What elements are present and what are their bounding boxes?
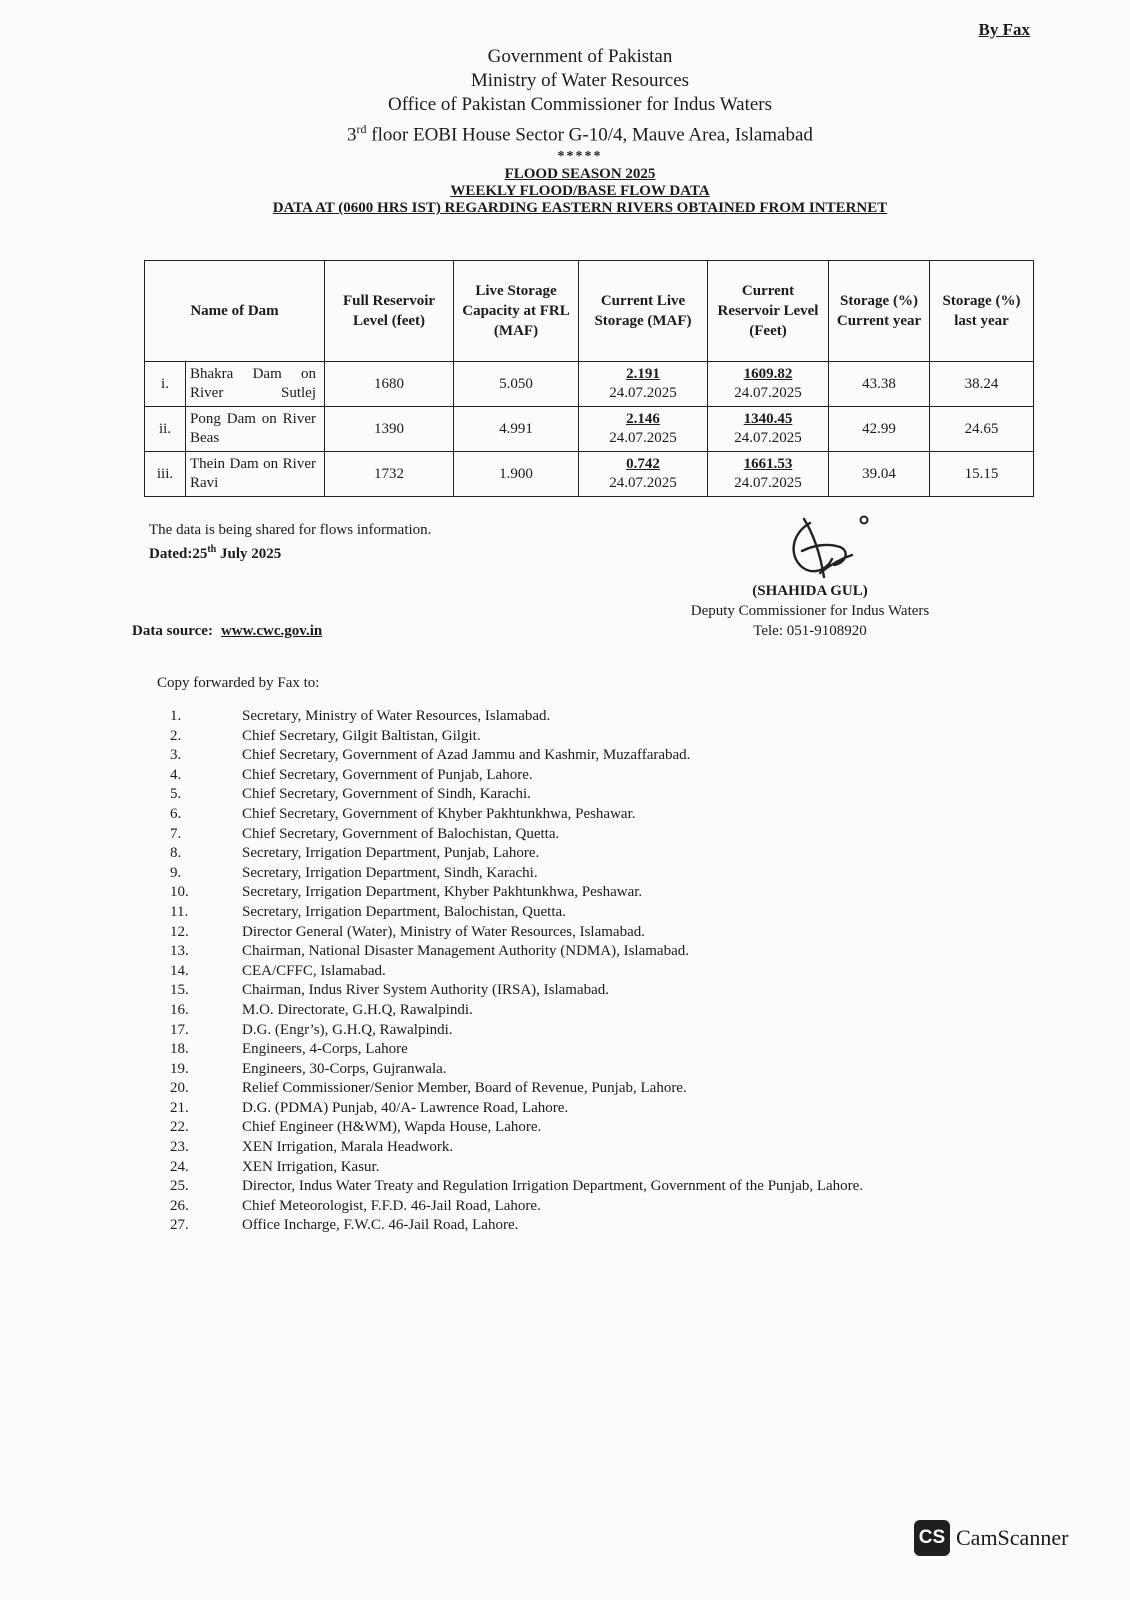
list-item-text: Office Incharge, F.W.C. 46-Jail Road, Lahore.: [242, 1217, 519, 1234]
list-item: [170, 1079, 863, 1099]
current-live-storage: [579, 362, 708, 407]
list-item: [170, 1099, 863, 1119]
list-item-number: 27.: [170, 1217, 189, 1234]
address-text: floor EOBI House Sector G-10/4, Mauve Area, Islamabad: [366, 124, 813, 146]
list-item-number: 10.: [170, 884, 189, 901]
list-item-number: 24.: [170, 1158, 189, 1175]
handwritten-signature: [780, 515, 890, 585]
reservoir-level-value: 1340.45: [743, 411, 793, 427]
list-item-number: 7.: [170, 825, 182, 842]
list-item-text: Chairman, National Disaster Management Authority (NDMA), Islamabad.: [242, 943, 689, 960]
title-flood-season: FLOOD SEASON 2025: [504, 166, 656, 182]
list-item: [170, 1197, 863, 1217]
note-text: The data is being shared for flows information.: [149, 522, 432, 538]
list-item-text: Chief Secretary, Government of Sindh, Karachi.: [242, 786, 531, 803]
by-fax-label: By Fax: [978, 20, 1030, 39]
list-item: [170, 903, 863, 923]
list-item-text: Engineers, 30-Corps, Gujranwala.: [242, 1060, 447, 1077]
letterhead-line-1: Government of Pakistan: [487, 46, 673, 67]
storage-current-year: 42.99: [829, 407, 930, 452]
storage-current-year: 43.38: [829, 362, 930, 407]
current-reservoir-level: [708, 362, 829, 407]
row-number: iii.: [145, 452, 186, 497]
dated-day-suffix: th: [207, 544, 217, 555]
dated-line: [149, 540, 431, 564]
live-storage-value: 2.191: [626, 366, 660, 382]
dam-name: Pong Dam on River Beas: [186, 407, 325, 452]
recipient-list: [170, 707, 863, 1236]
list-item-text: Secretary, Irrigation Department, Sindh, Karachi.: [242, 864, 538, 881]
header-storage-current-year: Storage (%) Current year: [829, 261, 930, 362]
header-current-reservoir-level: Current Reservoir Level (Feet): [708, 261, 829, 362]
list-item-number: 25.: [170, 1178, 189, 1195]
dam-name: Thein Dam on River Ravi: [186, 452, 325, 497]
letterhead-address: [0, 117, 1130, 147]
list-item: [170, 883, 863, 903]
list-item-number: 1.: [170, 708, 182, 724]
camscanner-watermark: [914, 1520, 1068, 1556]
current-live-storage: [579, 407, 708, 452]
list-item: [170, 1158, 863, 1178]
signatory-name: (SHAHIDA GUL): [752, 583, 868, 599]
list-item-number: 20.: [170, 1080, 189, 1097]
storage-capacity: 4.991: [454, 407, 579, 452]
list-item-text: CEA/CFFC, Islamabad.: [242, 962, 386, 979]
signatory-phone: Tele: 051-9108920: [753, 623, 867, 639]
reservoir-level-value: 1661.53: [743, 456, 793, 472]
dam-name: Bhakra Dam on River Sutlej: [186, 362, 325, 407]
storage-capacity: 5.050: [454, 362, 579, 407]
table-row: [145, 362, 1034, 407]
list-item-number: 12.: [170, 923, 189, 940]
list-item-number: 18.: [170, 1041, 189, 1058]
signatory-title: Deputy Commissioner for Indus Waters: [690, 603, 930, 619]
dam-storage-table: [144, 260, 1034, 497]
reservoir-level-date: 24.07.2025: [734, 430, 802, 446]
camscanner-logo-icon: CS: [914, 1520, 950, 1556]
list-item-text: Chief Secretary, Gilgit Baltistan, Gilgit.: [242, 727, 481, 744]
list-item-text: Secretary, Ministry of Water Resources, Islamabad.: [242, 708, 551, 724]
reservoir-level-date: 24.07.2025: [734, 385, 802, 401]
list-item-text: D.G. (Engr’s), G.H.Q, Rawalpindi.: [242, 1021, 453, 1038]
header-full-reservoir-level: Full Reservoir Level (feet): [325, 261, 454, 362]
live-storage-value: 2.146: [626, 411, 660, 427]
live-storage-date: 24.07.2025: [609, 430, 677, 446]
list-item: [170, 825, 863, 845]
list-item-number: 15.: [170, 982, 189, 999]
list-item-number: 4.: [170, 766, 182, 783]
list-item-number: 13.: [170, 943, 189, 960]
list-item: [170, 844, 863, 864]
header-name-of-dam: Name of Dam: [145, 261, 325, 362]
list-item-number: 16.: [170, 1001, 189, 1018]
list-item: [170, 707, 863, 727]
list-item-text: Secretary, Irrigation Department, Balochistan, Quetta.: [242, 903, 566, 920]
table-header-row: [145, 261, 1034, 362]
letterhead-line-3: Office of Pakistan Commissioner for Indus Waters: [387, 94, 773, 115]
current-reservoir-level: [708, 452, 829, 497]
list-item: [170, 805, 863, 825]
list-item: [170, 923, 863, 943]
list-item-number: 6.: [170, 805, 182, 822]
full-reservoir-level: 1680: [325, 362, 454, 407]
list-item-text: Engineers, 4-Corps, Lahore: [242, 1041, 408, 1058]
list-item-number: 5.: [170, 786, 182, 803]
list-item-text: Director, Indus Water Treaty and Regulation Irrigation Department, Government of the Punjab, Lahore.: [242, 1178, 864, 1195]
full-reservoir-level: 1390: [325, 407, 454, 452]
list-item-text: Secretary, Irrigation Department, Punjab, Lahore.: [242, 845, 540, 862]
list-item-text: Chairman, Indus River System Authority (IRSA), Islamabad.: [242, 982, 610, 999]
data-source: [132, 623, 322, 640]
storage-current-year: 39.04: [829, 452, 930, 497]
address-floor-suffix: rd: [356, 122, 367, 136]
storage-last-year: 24.65: [930, 407, 1034, 452]
data-source-link[interactable]: www.cwc.gov.in: [220, 623, 323, 639]
signatory-block: [620, 581, 1000, 641]
list-item: [170, 785, 863, 805]
list-item-text: Chief Engineer (H&WM), Wapda House, Lahore.: [242, 1119, 542, 1136]
list-item: [170, 746, 863, 766]
list-item: [170, 942, 863, 962]
camscanner-label: CamScanner: [956, 1525, 1069, 1550]
list-item-number: 11.: [170, 903, 189, 920]
letterhead: [0, 45, 1130, 165]
reservoir-level-value: 1609.82: [743, 366, 793, 382]
list-item: [170, 1177, 863, 1197]
current-live-storage: [579, 452, 708, 497]
list-item: [170, 962, 863, 982]
list-item: [170, 864, 863, 884]
note-block: [149, 520, 431, 564]
list-item-text: Secretary, Irrigation Department, Khyber Pakhtunkhwa, Peshawar.: [242, 884, 643, 901]
list-item: [170, 1060, 863, 1080]
header-current-live-storage: Current Live Storage (MAF): [579, 261, 708, 362]
header-live-storage-capacity: Live Storage Capacity at FRL (MAF): [454, 261, 579, 362]
list-item-text: Chief Secretary, Government of Balochistan, Quetta.: [242, 825, 560, 842]
letterhead-line-2: Ministry of Water Resources: [470, 70, 690, 91]
list-item-text: Relief Commissioner/Senior Member, Board of Revenue, Punjab, Lahore.: [242, 1080, 687, 1097]
list-item: [170, 1216, 863, 1236]
list-item-number: 21.: [170, 1099, 189, 1116]
list-item-number: 19.: [170, 1060, 189, 1077]
list-item: [170, 1040, 863, 1060]
list-item-text: Chief Secretary, Government of Punjab, Lahore.: [242, 766, 533, 783]
list-item-text: XEN Irrigation, Kasur.: [242, 1158, 380, 1175]
list-item-text: Chief Secretary, Government of Azad Jammu and Kashmir, Muzaffarabad.: [242, 747, 691, 764]
storage-capacity: 1.900: [454, 452, 579, 497]
copy-forwarded-heading: Copy forwarded by Fax to:: [157, 675, 320, 691]
list-item-text: XEN Irrigation, Marala Headwork.: [242, 1139, 454, 1156]
list-item-text: Director General (Water), Ministry of Water Resources, Islamabad.: [242, 923, 645, 940]
header-storage-last-year: Storage (%) last year: [930, 261, 1034, 362]
address-floor-number: 3: [347, 124, 357, 146]
list-item: [170, 727, 863, 747]
row-number: ii.: [145, 407, 186, 452]
live-storage-date: 24.07.2025: [609, 475, 677, 491]
live-storage-date: 24.07.2025: [609, 385, 677, 401]
list-item-number: 8.: [170, 845, 182, 862]
list-item: [170, 1021, 863, 1041]
row-number: i.: [145, 362, 186, 407]
list-item-number: 2.: [170, 727, 182, 744]
full-reservoir-level: 1732: [325, 452, 454, 497]
list-item-text: M.O. Directorate, G.H.Q, Rawalpindi.: [242, 1001, 473, 1018]
current-reservoir-level: [708, 407, 829, 452]
list-item: [170, 1001, 863, 1021]
list-item-text: Chief Secretary, Government of Khyber Pakhtunkhwa, Peshawar.: [242, 805, 636, 822]
table-row: [145, 452, 1034, 497]
list-item: [170, 1138, 863, 1158]
reservoir-level-date: 24.07.2025: [734, 475, 802, 491]
storage-last-year: 38.24: [930, 362, 1034, 407]
title-data-source-note: DATA AT (0600 HRS IST) REGARDING EASTERN RIVERS OBTAINED FROM INTERNET: [272, 200, 888, 216]
list-item: [170, 1118, 863, 1138]
dated-month-year: July 2025: [216, 546, 282, 562]
separator-stars: *****: [557, 149, 603, 165]
list-item-number: 9.: [170, 864, 182, 881]
list-item-number: 23.: [170, 1139, 189, 1156]
list-item-number: 17.: [170, 1021, 189, 1038]
data-source-label: Data source:: [132, 623, 213, 639]
list-item: [170, 766, 863, 786]
list-item-number: 26.: [170, 1197, 189, 1214]
live-storage-value: 0.742: [626, 456, 660, 472]
list-item-number: 3.: [170, 747, 182, 764]
list-item-number: 22.: [170, 1119, 189, 1136]
list-item: [170, 981, 863, 1001]
table-row: [145, 407, 1034, 452]
dated-day: Dated:25: [149, 546, 208, 562]
list-item-text: D.G. (PDMA) Punjab, 40/A- Lawrence Road, Lahore.: [242, 1099, 569, 1116]
title-weekly-data: WEEKLY FLOOD/BASE FLOW DATA: [450, 183, 710, 199]
list-item-text: Chief Meteorologist, F.F.D. 46-Jail Road, Lahore.: [242, 1197, 541, 1214]
document-titles: [0, 166, 1130, 217]
storage-last-year: 15.15: [930, 452, 1034, 497]
list-item-number: 14.: [170, 962, 189, 979]
